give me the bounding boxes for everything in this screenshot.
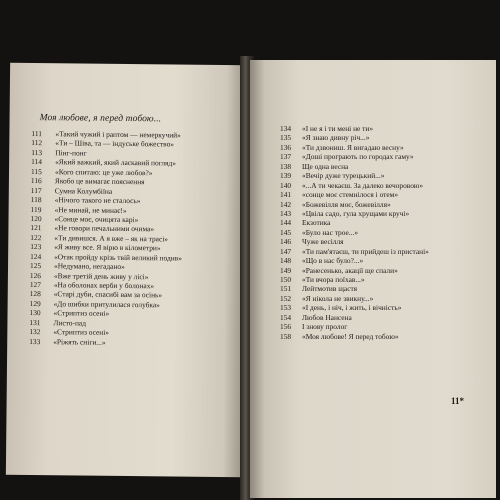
entry-page-number: 151 (280, 284, 292, 294)
entry-title: Чуже весілля (302, 237, 344, 247)
entry-page-number: 149 (280, 265, 292, 275)
entry-page-number: 143 (280, 208, 292, 218)
entry-page-number: 136 (280, 142, 292, 152)
entry-title: «Було нас трое...» (302, 227, 359, 237)
entry-page-number: 124 (30, 251, 42, 261)
entry-page-number: 141 (280, 190, 292, 200)
entry-title: Любов Нансена (302, 312, 352, 322)
entry-page-number: 158 (280, 331, 292, 341)
entry-title: «Не говори печальними очима» (54, 223, 155, 234)
left-page (6, 63, 246, 477)
entry-title: «Я нікола не звикну...» (302, 293, 374, 303)
entry-page-number: 156 (280, 322, 292, 332)
entry-title: «...А ти чекаєш. За далеко вечоровою» (302, 180, 424, 190)
contents-entry (280, 247, 429, 256)
entry-title: «Не минай, не минає!» (54, 204, 127, 215)
contents-entry (280, 171, 429, 180)
entry-title: «Ти дзвониш. Я вигадаю весну» (302, 142, 404, 152)
contents-entry (280, 303, 429, 312)
entry-title: «Моя любове! Я перед тобою» (302, 331, 399, 341)
entry-title: «Сонце моє, очицята карі» (54, 214, 139, 225)
entry-page-number: 113 (31, 147, 43, 157)
entry-page-number: 146 (280, 237, 292, 247)
entry-page-number: 142 (280, 199, 292, 209)
entry-title: «До шибки притулилася голубка» (53, 299, 160, 310)
entry-title: «Ріжять сніги...» (53, 336, 106, 347)
entry-page-number: 122 (30, 232, 42, 242)
entry-title: «І не я і ти мені не ти» (302, 124, 374, 133)
entry-title: «Ти пам'ятаєш, ти прийдеш із пристані» (302, 246, 429, 256)
entry-title: «сонце моє стемнілося і отем» (302, 190, 399, 200)
contents-entry (280, 143, 429, 152)
entry-page-number: 132 (29, 327, 41, 337)
entry-page-number: 153 (280, 303, 292, 313)
entry-title: «Ранесенько, акації ще спали» (302, 265, 398, 275)
entry-page-number: 112 (31, 138, 43, 148)
entry-page-number: 126 (29, 270, 42, 280)
entry-title: Листо-пад (53, 317, 87, 328)
contents-entry (280, 228, 429, 237)
contents-entry (280, 162, 429, 171)
entry-title: «Такий чужий і раптом — немеркучий» (55, 129, 181, 140)
contents-entry (280, 237, 429, 246)
contents-entry (280, 218, 429, 227)
entry-title: «Нічого такого не сталось» (54, 195, 141, 206)
entry-title: «Старі дуби, спасибі вам за осінь» (53, 289, 163, 300)
contents-entry (280, 313, 429, 322)
entry-page-number: 114 (31, 157, 42, 167)
contents-entry (280, 332, 429, 341)
entry-page-number: 138 (280, 161, 292, 171)
entry-title: «Ти вчора поїхав...» (302, 275, 365, 284)
entry-title: Лейтмотив щастя (302, 284, 358, 294)
entry-page-number: 130 (29, 308, 41, 318)
entry-page-number: 125 (29, 261, 42, 271)
left-contents-list (29, 129, 183, 348)
entry-title: Сумна Колумбіїна (54, 185, 113, 196)
entry-title: «Я живу все. Я вірю в кілометри» (54, 242, 161, 253)
contents-entry (280, 200, 429, 209)
entry-title: «Ти дивишся. А я вже – як на трасі» (54, 233, 169, 244)
entry-title: «Цвіла садо, гула хрущами кручi» (302, 208, 410, 218)
entry-title: «Божевілля моє, божевілля» (302, 199, 391, 209)
entry-page-number: 145 (280, 227, 292, 237)
right-contents-list (280, 124, 429, 341)
entry-title: «Вже третій день живу у лісі» (53, 270, 149, 281)
contents-entry (280, 266, 429, 275)
contents-entry (280, 322, 429, 331)
entry-page-number: 147 (280, 246, 292, 256)
contents-entry (280, 181, 429, 190)
entry-page-number: 154 (280, 312, 292, 322)
entry-title: Якобо це вимагає пояснення (54, 176, 145, 187)
section-heading: Моя любове, я перед тобою... (39, 113, 162, 125)
contents-entry (280, 152, 429, 161)
entry-page-number: 152 (280, 293, 292, 303)
entry-page-number: 123 (30, 242, 42, 252)
contents-entry (280, 124, 429, 133)
entry-page-number: 128 (29, 289, 41, 299)
entry-title: І знову пролог (302, 322, 348, 332)
entry-page-number: 115 (30, 166, 42, 176)
entry-title: «Який важкий, який ласкавий погляд» (55, 157, 176, 168)
entry-page-number: 121 (30, 223, 42, 233)
entry-page-number: 116 (30, 176, 42, 186)
entry-page-number: 118 (30, 195, 42, 205)
entry-title: «Я знаю дивну річ...» (302, 133, 370, 143)
entry-page-number: 129 (29, 298, 41, 308)
contents-entry (280, 190, 429, 199)
page-number: 11* (450, 396, 464, 406)
entry-page-number: 133 (29, 336, 41, 346)
entry-page-number: 144 (280, 218, 292, 228)
contents-entry (280, 256, 429, 265)
entry-title: «Вечір дуже турецький...» (302, 171, 385, 181)
entry-page-number: 148 (280, 256, 292, 266)
entry-title: «Ти – Шіва, та — індуське божество» (55, 138, 175, 149)
entry-page-number: 150 (280, 275, 292, 284)
entry-title: «Що в нас було?...» (302, 256, 364, 266)
entry-title: «Стриптиз осені» (53, 327, 110, 338)
entry-page-number: 135 (280, 133, 292, 143)
entry-page-number: 127 (29, 279, 41, 290)
entry-page-number: 139 (280, 171, 292, 181)
entry-title: «Отак пройду крізь твій великий подив» (54, 251, 182, 263)
entry-title: «Стриптиз осені» (53, 308, 110, 319)
right-page (250, 60, 496, 498)
entry-title: «Недумано, негадано» (53, 261, 125, 272)
entry-page-number: 120 (30, 213, 42, 224)
entry-title: «На оболонах верби у болонах» (53, 280, 155, 291)
entry-title: Пінг-понг (55, 148, 87, 158)
entry-page-number: 117 (30, 185, 42, 195)
entry-page-number: 134 (280, 124, 292, 133)
entry-page-number: 137 (280, 152, 292, 162)
contents-entry (280, 133, 429, 142)
entry-title: «Доші програють по городах гаму» (302, 152, 414, 162)
entry-title: Ще одна весна (302, 161, 349, 171)
contents-entry (280, 284, 429, 293)
entry-title: Екзотика (302, 218, 331, 228)
entry-title: «Кого спитаю: це уже любов?» (54, 167, 153, 178)
entry-title: «І день, і ніч, і жить, і вічність» (302, 303, 402, 313)
entry-page-number: 119 (30, 204, 42, 214)
entry-page-number: 140 (280, 180, 292, 190)
entry-page-number: 111 (31, 129, 43, 139)
contents-entry (280, 275, 429, 284)
entry-page-number: 131 (29, 317, 41, 327)
contents-entry (280, 294, 429, 303)
contents-entry (29, 337, 181, 348)
contents-entry (280, 209, 429, 218)
